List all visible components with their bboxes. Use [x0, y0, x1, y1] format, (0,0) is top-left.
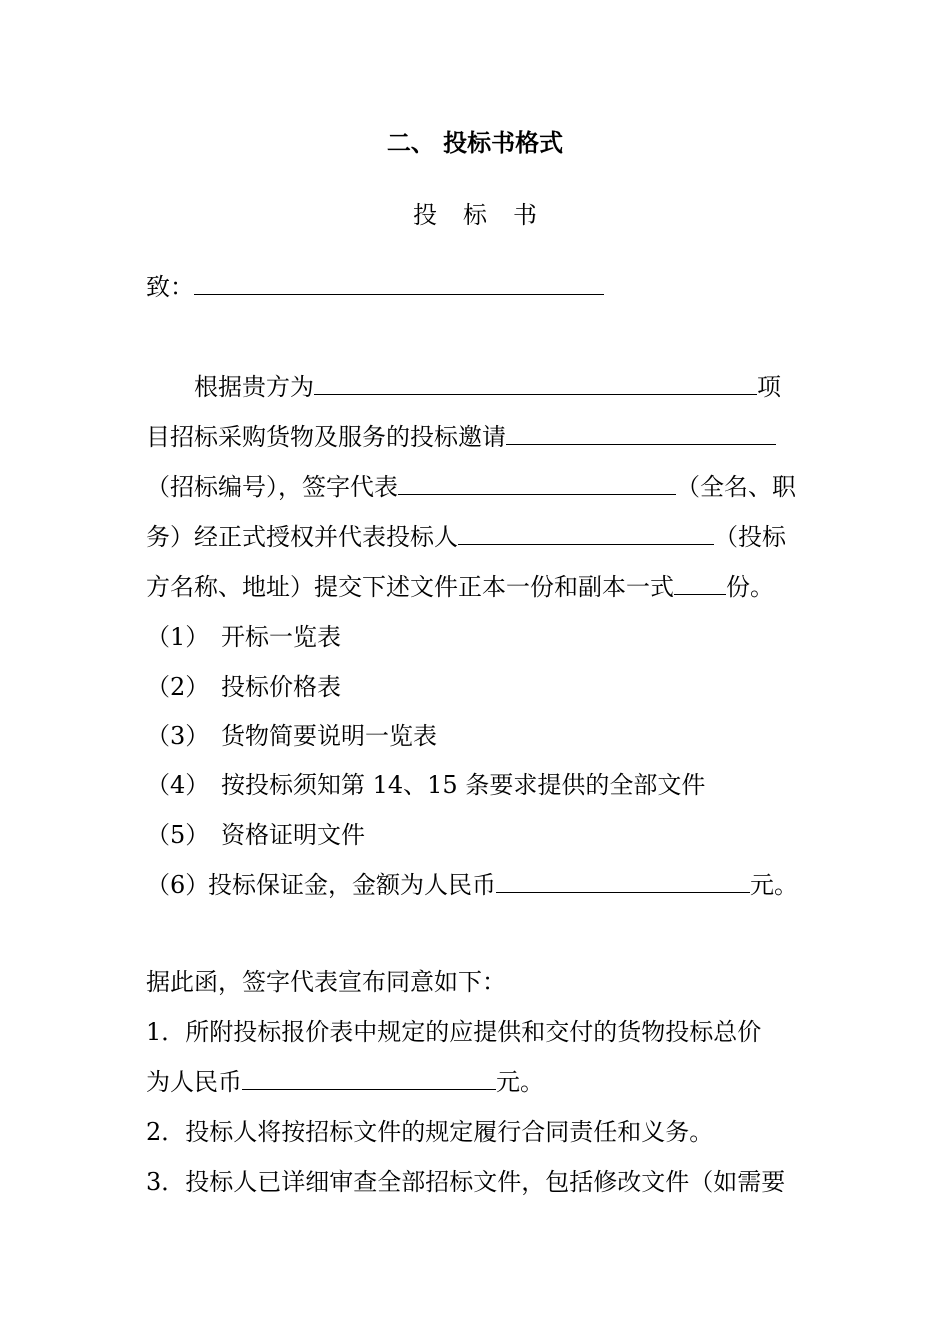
document-title: 投标书: [413, 201, 563, 229]
section-heading: 二、 投标书格式: [386, 128, 564, 157]
addressee-blank: [194, 272, 604, 295]
item-number: （3）: [146, 722, 210, 750]
item-text: 投标保证金，金额为人民币: [208, 871, 496, 899]
clause-text: 元。: [496, 1068, 544, 1096]
list-item: [146, 721, 437, 751]
item-number: （5）: [146, 821, 210, 849]
para1-line2: [146, 422, 776, 452]
invitation-blank: [506, 422, 776, 445]
project-name-blank: [314, 372, 757, 395]
item-text: 货物简要说明一览表: [221, 722, 437, 750]
para1-text: 项: [757, 373, 781, 401]
addressee-label: 致：: [146, 273, 194, 301]
list-item: [146, 622, 341, 652]
item-text: 投标价格表: [221, 673, 341, 701]
para1-text: 方名称、地址）提交下述文件正本一份和副本一式: [146, 573, 674, 601]
item-text: 按投标须知第 14、15 条要求提供的全部文件: [221, 771, 706, 799]
item-text: 元。: [750, 871, 798, 899]
para1-line4: [146, 522, 786, 552]
para1-line5: [146, 572, 774, 602]
clause1-line2: [146, 1067, 544, 1097]
list-item-deposit: [146, 870, 798, 900]
item-number: （2）: [146, 673, 210, 701]
list-item: [146, 770, 705, 800]
list-item: [146, 820, 365, 850]
item-text: 开标一览表: [221, 623, 341, 651]
item-text: 资格证明文件: [221, 821, 365, 849]
item-number: （4）: [146, 771, 210, 799]
addressee-line: [146, 272, 604, 302]
clause3-line: 3．投标人已详细审查全部招标文件，包括修改文件（如需要: [146, 1168, 786, 1196]
total-price-blank: [242, 1067, 496, 1090]
clause-text: 为人民币: [146, 1068, 242, 1096]
bidder-blank: [458, 522, 714, 545]
clause2-line: 2．投标人将按招标文件的规定履行合同责任和义务。: [146, 1118, 714, 1146]
para1-text: （招标编号），签字代表: [146, 473, 398, 501]
para1-text: （全名、职: [676, 473, 796, 501]
deposit-amount-blank: [496, 870, 750, 893]
para1-text: （投标: [714, 523, 786, 551]
declaration-line: 据此函，签字代表宣布同意如下：: [146, 968, 506, 996]
para1-text: 务）经正式授权并代表投标人: [146, 523, 458, 551]
para1-text: 根据贵方为: [194, 373, 314, 401]
para1-line1: [194, 372, 781, 402]
para1-text: 目招标采购货物及服务的投标邀请: [146, 423, 506, 451]
para1-text: 份。: [726, 573, 774, 601]
list-item: [146, 672, 341, 702]
copies-blank: [674, 572, 726, 595]
item-number: （1）: [146, 623, 210, 651]
clause1-line1: 1．所附投标报价表中规定的应提供和交付的货物投标总价: [146, 1018, 762, 1046]
item-number: （6）: [146, 871, 210, 899]
para1-line3: [146, 472, 796, 502]
representative-blank: [398, 472, 676, 495]
